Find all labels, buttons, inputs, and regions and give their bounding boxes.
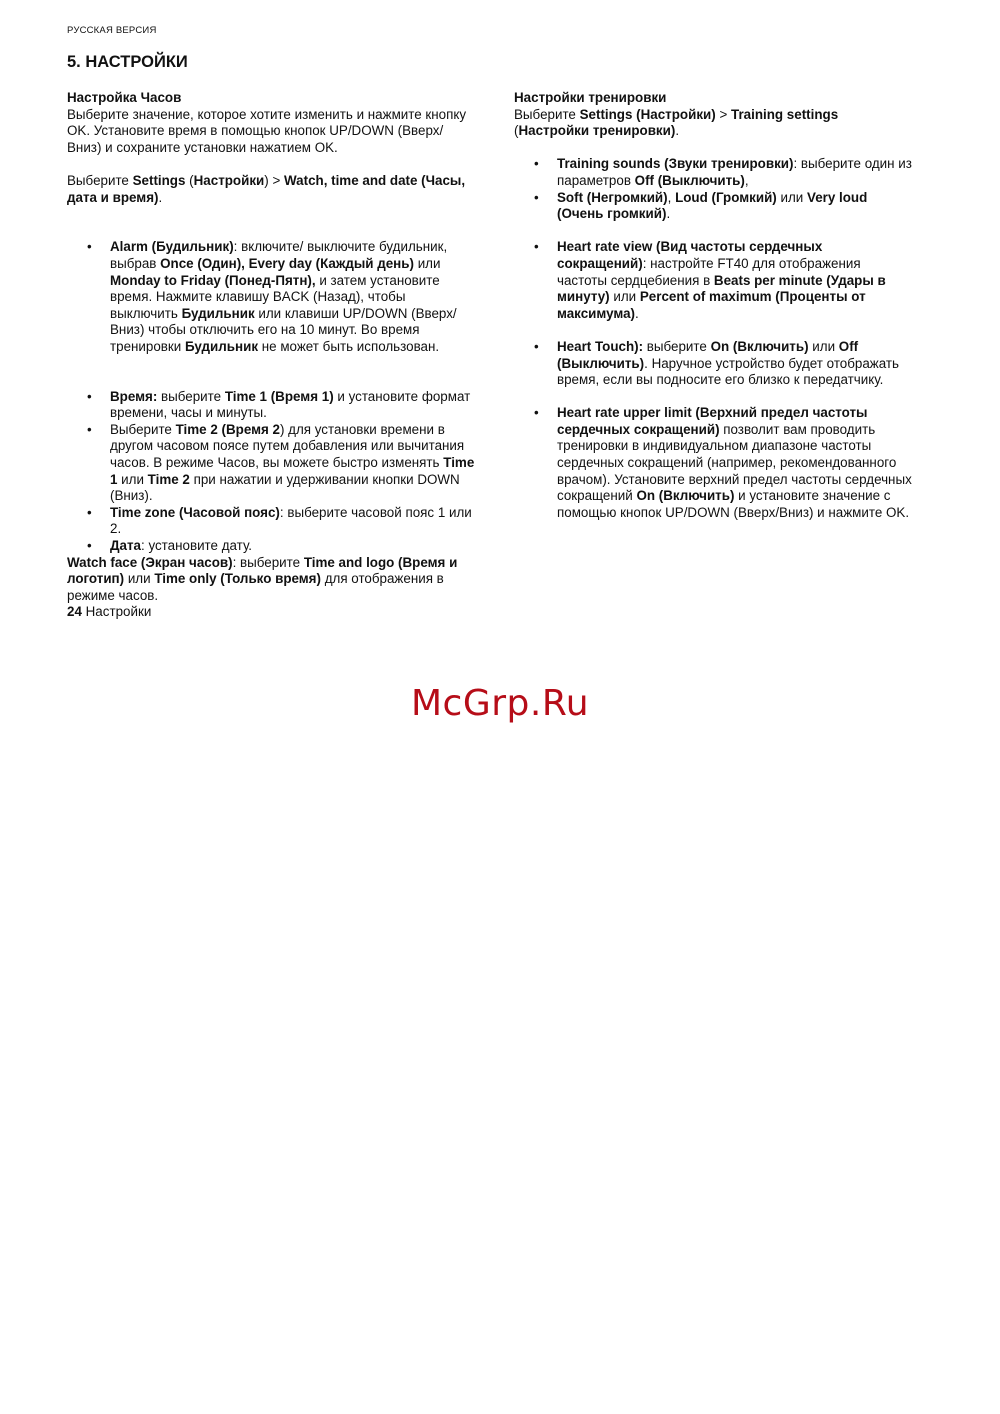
bold-run: Будильник: [184, 338, 259, 354]
heart-touch-list: [514, 339, 914, 389]
bold-run: Monday to Friday (Понед-Пятн),: [110, 272, 316, 288]
text-run: или: [413, 255, 441, 271]
list-item: [514, 405, 914, 521]
text-run: Выберите: [514, 106, 580, 122]
text-run: ,: [744, 172, 749, 188]
section-title: 5. НАСТРОЙКИ: [67, 53, 188, 71]
page-number: 24: [67, 604, 82, 619]
text-run: Выберите: [67, 172, 133, 188]
bold-run: Settings: [132, 172, 186, 188]
clock-settings-intro: Выберите значение, которое хотите изменить и нажмите кнопку OK. Установите время в помощью кнопок UP/DOWN (Вверх/Вниз) и сохраните установки нажатием OK.: [67, 106, 467, 155]
bold-run: Off (Выключить): [634, 172, 745, 188]
bold-run: Дата: [110, 538, 141, 554]
clock-settings-path: [67, 173, 477, 206]
text-run: или: [124, 571, 155, 587]
text-run: выберите: [643, 338, 711, 354]
bold-run: Heart rate upper limit (Верхний предел частоты сердечных сокращений): [557, 405, 868, 437]
watch-face-paragraph: [67, 555, 477, 605]
text-run: : выберите: [232, 554, 304, 570]
text-run: .: [635, 305, 639, 321]
bold-run: Settings (Настройки): [579, 106, 716, 122]
training-settings-heading: Настройки тренировки: [514, 90, 667, 105]
bold-run: Time only (Только время): [154, 571, 321, 587]
text-run: или клавиши UP/DOWN (Вверх/Вниз) чтобы отключить его на 10 минут. Во время тренировки: [110, 305, 457, 354]
bold-run: Off (Выключить): [557, 338, 859, 371]
training-settings-path: [514, 107, 914, 140]
bold-run: Soft (Негромкий): [557, 189, 668, 205]
bold-run: Heart Touch):: [557, 338, 644, 354]
heart-rate-limit-list: [514, 405, 914, 521]
bold-run: Heart rate view (Вид частоты сердечных сокращений): [557, 239, 823, 271]
watermark: McGrp.Ru: [410, 683, 590, 724]
list-item: [514, 190, 914, 223]
bold-run: Watch face (Экран часов): [67, 554, 233, 570]
text-run: или: [776, 189, 807, 205]
bullet-icon: •: [87, 239, 92, 255]
bold-run: Very loud (Очень громкий): [557, 189, 868, 222]
right-column: [514, 90, 914, 521]
list-item: [514, 339, 914, 389]
text-run: : установите дату.: [141, 538, 253, 554]
list-item: [514, 156, 914, 189]
text-run: или: [117, 471, 148, 487]
footer-label: Настройки: [85, 604, 152, 619]
text-run: и установите формат времени, часы и минуты.: [110, 388, 471, 421]
bold-run: Training sounds (Звуки тренировки): [557, 156, 794, 172]
list-item: [67, 538, 477, 555]
bold-run: On (Включить): [710, 338, 809, 354]
text-run: не может быть использован.: [258, 338, 440, 354]
clock-settings-heading: Настройка Часов: [67, 90, 182, 105]
bold-run: Beats per minute (Удары в минуту): [557, 272, 886, 305]
bullet-icon: •: [87, 538, 92, 554]
bold-run: Time 2: [147, 471, 190, 487]
list-item: [67, 422, 477, 505]
bold-run: Alarm (Будильник): [110, 239, 234, 255]
bold-run: On (Включить): [636, 488, 735, 504]
bold-run: Time 1 (Время 1): [224, 388, 334, 404]
text-run: при нажатии и удерживании кнопки DOWN (Вниз).: [110, 471, 460, 504]
text-run: (: [514, 123, 519, 139]
text-run: .: [666, 206, 671, 222]
text-run: выберите: [157, 388, 225, 404]
bold-run: Time 1: [110, 455, 475, 487]
bold-run: Время:: [110, 388, 158, 404]
bold-run: Percent of maximum (Проценты от максимума): [557, 289, 866, 321]
text-run: : настройте FT40 для отображения частоты сердцебиения в: [557, 255, 861, 288]
text-run: или: [609, 289, 640, 305]
page-footer: [67, 604, 151, 619]
text-run: ) >: [264, 172, 285, 188]
heart-rate-view-list: [514, 239, 914, 322]
text-run: для отображения в режиме часов.: [67, 571, 444, 603]
text-run: : включите/ выключите будильник, выбрав: [110, 239, 448, 271]
bold-run: Time 2 (Время 2: [175, 421, 280, 437]
text-run: позволит вам проводить тренировки в индивидуальном диапазоне частоты сердечных сокращений (например, рекомендованного врачом). Установите верхний предел частоты сердечных сокращений: [557, 421, 912, 504]
bullet-icon: •: [534, 405, 539, 421]
bold-run: Будильник: [181, 305, 255, 321]
text-run: .: [158, 189, 163, 205]
text-run: ) для установки времени в другом часовом поясе путем добавления или вычитания часов. В режиме Часов, вы можете быстро изменять: [110, 421, 465, 471]
bold-run: Watch, time and date (Часы, дата и время): [67, 172, 466, 205]
bullet-icon: •: [534, 156, 539, 172]
bullet-icon: •: [534, 189, 539, 205]
list-item: [67, 505, 477, 538]
text-run: и затем установите время. Нажмите клавишу BACK (Назад), чтобы выключить: [110, 272, 440, 321]
text-run: Выберите: [110, 421, 176, 437]
training-sounds-list: [514, 156, 914, 222]
bold-run: Training settings: [731, 106, 839, 122]
bold-run: Once (Один), Every day (Каждый день): [160, 255, 414, 271]
bold-run: Time zone (Часовой пояс): [110, 504, 280, 520]
left-column: [67, 90, 477, 604]
text-run: >: [715, 106, 731, 122]
text-run: .: [675, 123, 680, 139]
alarm-list: [67, 239, 477, 355]
text-run: или: [808, 338, 839, 354]
text-run: : выберите один из параметров: [557, 156, 912, 188]
bullet-icon: •: [87, 504, 92, 520]
time-settings-list: [67, 389, 477, 555]
text-run: (: [185, 172, 194, 188]
text-run: . Наручное устройство будет отображать время, если вы подносите его близко к передатчику.: [557, 355, 900, 388]
text-run: : выберите часовой пояс 1 или 2.: [110, 504, 472, 537]
text-run: ,: [667, 189, 676, 205]
page-header: РУССКАЯ ВЕРСИЯ: [67, 25, 157, 36]
list-item: [67, 389, 477, 422]
bullet-icon: •: [534, 338, 539, 354]
bullet-icon: •: [87, 421, 92, 437]
bold-run: Loud (Громкий): [675, 189, 777, 205]
list-item: [514, 239, 914, 322]
text-run: и установите значение с помощью кнопок UP/DOWN (Вверх/Вниз) и нажмите OK.: [557, 488, 910, 520]
bold-run: Настройки: [193, 172, 265, 188]
bullet-icon: •: [87, 388, 92, 404]
bullet-icon: •: [534, 239, 539, 255]
bold-run: Настройки тренировки): [518, 123, 676, 139]
list-item: [67, 239, 477, 355]
bold-run: Time and logo (Время и логотип): [67, 554, 458, 587]
